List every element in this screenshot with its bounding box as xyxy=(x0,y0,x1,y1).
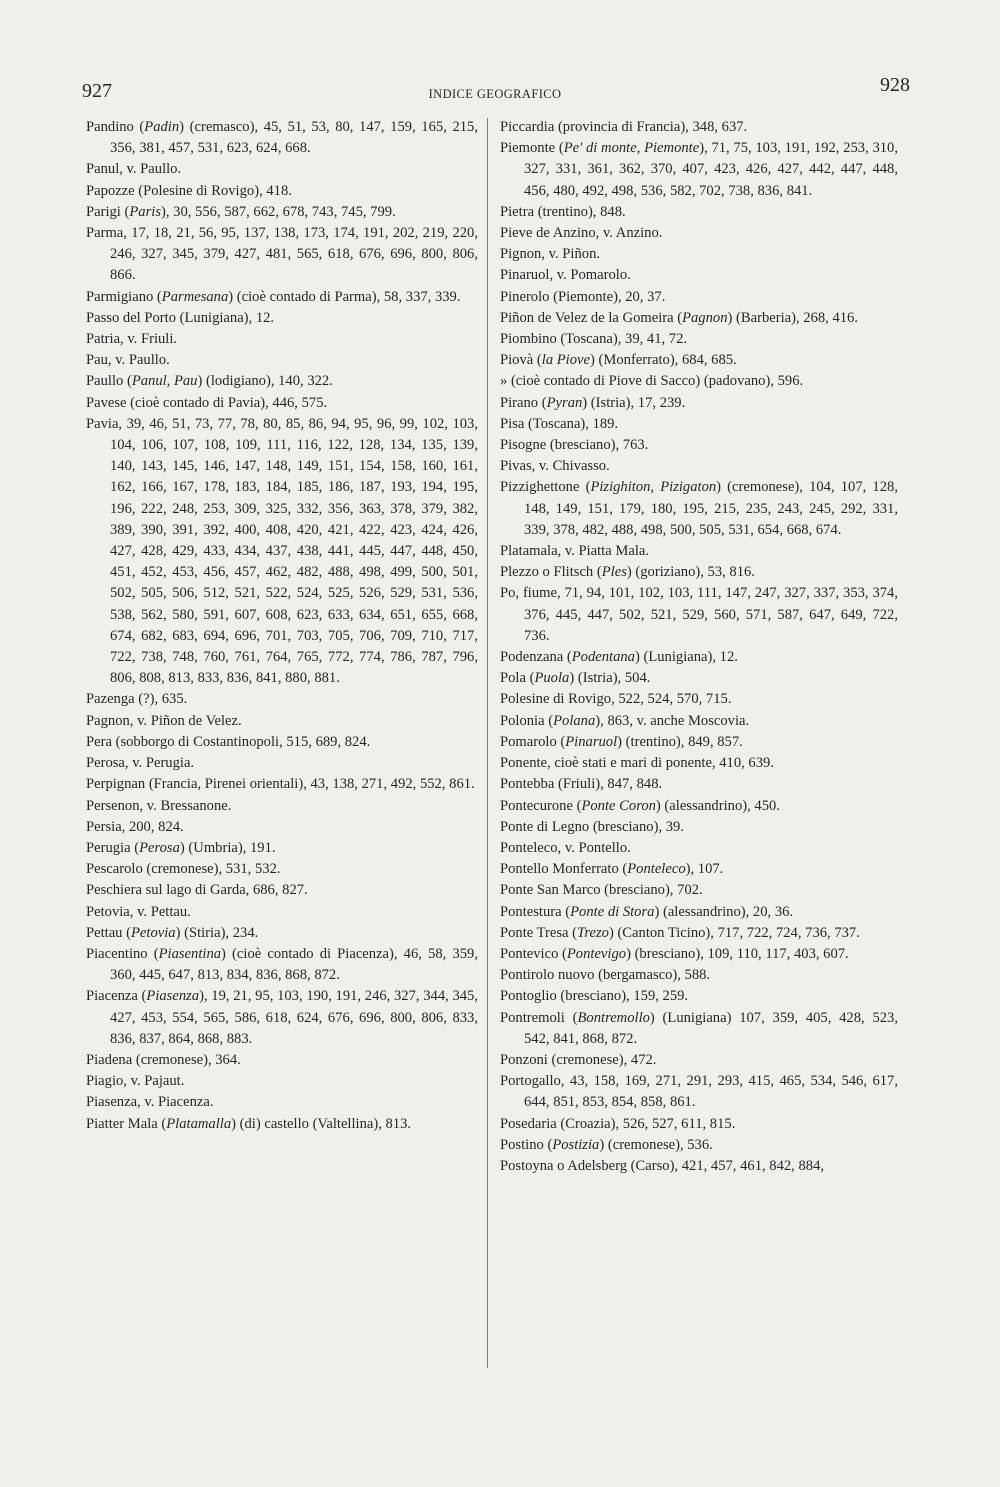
index-entry: Postino (Postizia) (cremonese), 536. xyxy=(500,1136,713,1153)
index-entry: Pisogne (bresciano), 763. xyxy=(500,437,649,454)
index-entry: Pavese (cioè contado di Pavia), 446, 575. xyxy=(86,394,328,411)
index-entry: Ponte San Marco (bresciano), 702. xyxy=(500,882,703,899)
index-entry: Parmigiano (Parmesana) (cioè contado di Parma), 58, 337, 339. xyxy=(86,288,461,305)
index-entry: » (cioè contado di Piove di Sacco) (padovano), 596. xyxy=(500,373,804,390)
index-entry: Pignon, v. Piñon. xyxy=(500,246,601,263)
index-entry: Ponteleco, v. Pontello. xyxy=(500,839,631,856)
index-entry: Perosa, v. Perugia. xyxy=(86,755,195,772)
index-entry: Po, fiume, 71, 94, 101, 102, 103, 111, 147, 247, 327, 337, 353, 374, 376, 445, 447, 502, 521, 529, 560, 571, 587, 647, 649, 722, 736. xyxy=(500,585,898,644)
index-entry: Pinerolo (Piemonte), 20, 37. xyxy=(500,288,666,305)
index-entry: Pietra (trentino), 848. xyxy=(500,203,626,220)
index-entry: Ponzoni (cremonese), 472. xyxy=(500,1051,657,1068)
index-entry: Pontestura (Ponte di Stora) (alessandrino), 20, 36. xyxy=(500,903,794,920)
index-entry: Platamala, v. Piatta Mala. xyxy=(500,543,650,560)
index-entry: Piacentino (Piasentina) (cioè contado di Piacenza), 46, 58, 359, 360, 445, 647, 813, 834, 836, 868, 872. xyxy=(86,945,478,984)
index-entry: Passo del Porto (Lunigiana), 12. xyxy=(86,309,275,326)
index-entry: Pescarolo (cremonese), 531, 532. xyxy=(86,861,281,878)
index-entry: Pazenga (?), 635. xyxy=(86,691,188,708)
index-entry: Pinaruol, v. Pomarolo. xyxy=(500,267,631,284)
index-entry: Petovia, v. Pettau. xyxy=(86,903,191,920)
index-entry: Polesine di Rovigo, 522, 524, 570, 715. xyxy=(500,691,732,708)
index-entry: Parigi (Paris), 30, 556, 587, 662, 678, 743, 745, 799. xyxy=(86,203,396,220)
index-entry: Persia, 200, 824. xyxy=(86,818,184,835)
index-entry: Peschiera sul lago di Garda, 686, 827. xyxy=(86,882,308,899)
index-entry: Panul, v. Paullo. xyxy=(86,161,182,178)
index-entry: Pontremoli (Bontremollo) (Lunigiana) 107, 359, 405, 428, 523, 542, 841, 868, 872. xyxy=(500,1009,898,1047)
index-entry: Piagio, v. Pajaut. xyxy=(86,1073,185,1090)
index-entry: Pisa (Toscana), 189. xyxy=(500,415,619,432)
index-entry: Piacenza (Piasenza), 19, 21, 95, 103, 190, 191, 246, 327, 344, 345, 427, 453, 554, 565, 586, 618, 624, 676, 696, 800, 806, 833, 836, 837, 864, 868, 883. xyxy=(86,988,478,1047)
index-entry: Pettau (Petovia) (Stiria), 234. xyxy=(86,924,259,941)
index-entry: Pontello Monferrato (Ponteleco), 107. xyxy=(500,861,724,878)
index-entry: Pivas, v. Chivasso. xyxy=(500,458,610,475)
index-entry: Piñon de Velez de la Gomeira (Pagnon) (Barberia), 268, 416. xyxy=(500,309,858,326)
index-entry: Pandino (Padin) (cremasco), 45, 51, 53, 80, 147, 159, 165, 215, 356, 381, 457, 531, 623, 624, 668. xyxy=(86,119,478,157)
index-entry: Pera (sobborgo di Costantinopoli, 515, 689, 824. xyxy=(86,733,371,750)
index-entry: Pola (Puola) (Istria), 504. xyxy=(500,670,651,687)
index-entry: Pontirolo nuovo (bergamasco), 588. xyxy=(500,967,711,984)
index-entry: Perugia (Perosa) (Umbria), 191. xyxy=(86,839,276,856)
index-column-right xyxy=(500,117,898,1177)
index-column-left xyxy=(86,117,478,1135)
page-header xyxy=(80,74,910,110)
index-entry: Perpignan (Francia, Pirenei orientali), 43, 138, 271, 492, 552, 861. xyxy=(86,776,475,793)
index-entry: Pieve de Anzino, v. Anzino. xyxy=(500,225,663,242)
index-entry: Posedaria (Croazia), 526, 527, 611, 815. xyxy=(500,1115,736,1132)
index-entry: Pau, v. Paullo. xyxy=(86,352,170,369)
index-entry: Portogallo, 43, 158, 169, 271, 291, 293, 415, 465, 534, 546, 617, 644, 851, 853, 854, 858, 861. xyxy=(500,1073,898,1111)
index-entry: Polonia (Polana), 863, v. anche Moscovia. xyxy=(500,712,750,729)
index-entry: Plezzo o Flitsch (Ples) (goriziano), 53, 816. xyxy=(500,564,755,581)
index-entry: Pomarolo (Pinaruol) (trentino), 849, 857. xyxy=(500,733,743,750)
index-entry: Piasenza, v. Piacenza. xyxy=(86,1094,214,1111)
index-entry: Podenzana (Podentana) (Lunigiana), 12. xyxy=(500,649,738,666)
page-number-left: 927 xyxy=(82,80,112,102)
index-entry: Piemonte (Pe' di monte, Piemonte), 71, 75, 103, 191, 192, 253, 310, 327, 331, 361, 362, 370, 407, 423, 426, 427, 442, 447, 448, 456, 480, 492, 498, 536, 582, 702, 738, 836, 841. xyxy=(500,140,898,199)
index-entry: Pontebba (Friuli), 847, 848. xyxy=(500,776,663,793)
index-entry: Papozze (Polesine di Rovigo), 418. xyxy=(86,182,292,199)
index-entry: Persenon, v. Bressanone. xyxy=(86,797,232,814)
page-number-right: 928 xyxy=(880,74,910,96)
index-entry: Pirano (Pyran) (Istria), 17, 239. xyxy=(500,394,686,411)
index-entry: Piadena (cremonese), 364. xyxy=(86,1051,241,1068)
index-entry: Ponte Tresa (Trezo) (Canton Ticino), 717, 722, 724, 736, 737. xyxy=(500,924,860,941)
index-entry: Pizzighettone (Pizighiton, Pizigaton) (cremonese), 104, 107, 128, 148, 149, 151, 179, 180, 195, 215, 235, 243, 245, 292, 331, 339, 378, 482, 488, 498, 500, 505, 531, 654, 668, 674. xyxy=(500,479,898,538)
index-entry: Postoyna o Adelsberg (Carso), 421, 457, 461, 842, 884, xyxy=(500,1157,825,1174)
index-entry: Ponte di Legno (bresciano), 39. xyxy=(500,818,684,835)
running-title: INDICE GEOGRAFICO xyxy=(428,87,562,101)
index-entry: Pavia, 39, 46, 51, 73, 77, 78, 80, 85, 86, 94, 95, 96, 99, 102, 103, 104, 106, 107, 108, 109, 111, 116, 122, 128, 134, 135, 139, 140, 143, 145, 146, 147, 148, 149, 151, 154, 158, 160, 161, 162, 166, 167, 178, 183, 184, 185, 186, 187, 193, 194, 195, 196, 222, 248, 253, 309, 325, 332, 356, 363, 378, 379, 382, 389, 390, 391, 392, 400, 408, 420, 421, 422, 423, 424, 426, 427, 428, 429, 433, 434, 437, 438, 441, 445, 447, 448, 450, 451, 452, 453, 456, 457, 462, 482, 488, 498, 499, 500, 501, 502, 505, 506, 512, 521, 522, 524, 525, 526, 529, 531, 536, 538, 562, 580, 591, 607, 608, 623, 633, 634, 651, 655, 668, 674, 682, 683, 694, 696, 701, 703, 705, 706, 709, 710, 717, 722, 738, 748, 760, 761, 764, 765, 772, 774, 786, 787, 796, 806, 808, 813, 833, 836, 841, 880, 881. xyxy=(86,415,478,687)
index-entry: Parma, 17, 18, 21, 56, 95, 137, 138, 173, 174, 191, 202, 219, 220, 246, 327, 345, 379, 427, 481, 565, 618, 676, 696, 800, 806, 866. xyxy=(86,225,478,284)
index-entry: Piovà (la Piove) (Monferrato), 684, 685. xyxy=(500,352,737,369)
index-entry: Piccardia (provincia di Francia), 348, 637. xyxy=(500,119,748,135)
index-entry: Pontecurone (Ponte Coron) (alessandrino), 450. xyxy=(500,797,780,814)
index-entry: Pontevico (Pontevigo) (bresciano), 109, 110, 117, 403, 607. xyxy=(500,945,849,962)
column-divider xyxy=(487,118,488,1368)
index-entry: Pontoglio (bresciano), 159, 259. xyxy=(500,988,689,1005)
index-entry: Piatter Mala (Platamalla) (di) castello (Valtellina), 813. xyxy=(86,1115,412,1132)
index-entry: Piombino (Toscana), 39, 41, 72. xyxy=(500,331,688,348)
index-entry: Ponente, cioè stati e mari di ponente, 410, 639. xyxy=(500,755,774,772)
index-entry: Paullo (Panul, Pau) (lodigiano), 140, 322. xyxy=(86,373,333,390)
index-entry: Patria, v. Friuli. xyxy=(86,331,178,348)
index-entry: Pagnon, v. Piñon de Velez. xyxy=(86,712,242,729)
